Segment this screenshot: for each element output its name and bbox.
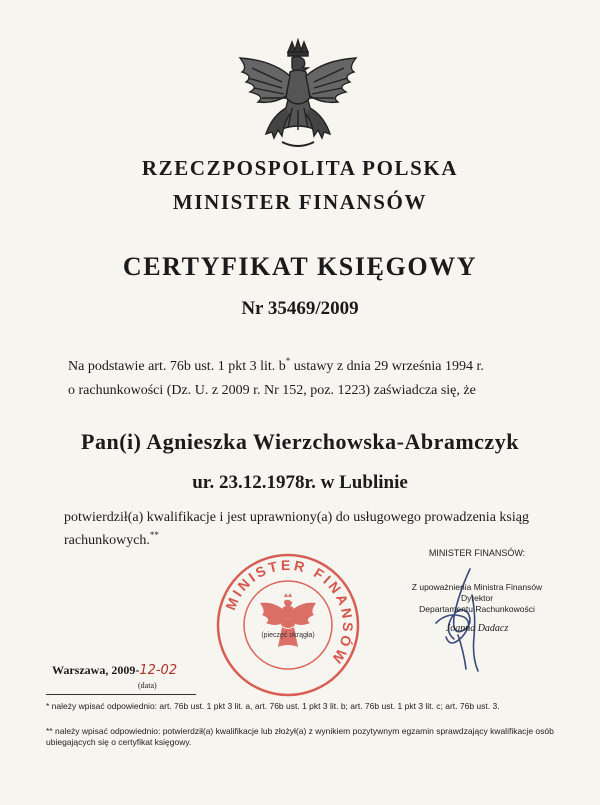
holder-name: Pan(i) Agnieszka Wierzchowska-Abramczyk — [81, 429, 519, 454]
footnote-1: * należy wpisać odpowiednio: art. 76b ust. 1 pkt 3 lit. a, art. 76b ust. 1 pkt 3 lit. b; art. 76b ust. 1 pkt 3 lit. c; art. 76b ust. 3. — [46, 701, 500, 711]
confirmation-line-2 — [64, 530, 548, 549]
polish-eagle-emblem — [232, 38, 364, 156]
footnote-marker-double: ** — [149, 530, 159, 540]
footnote-marker: * — [285, 356, 291, 366]
issue-place-date — [52, 663, 177, 678]
signature-ministry: MINISTER FINANSÓW: — [428, 548, 526, 558]
footnote-2: ** należy wpisać odpowiednio: potwierdził(a) kwalifikacje lub złożył(a) z wynikiem pozytywnym egzamin sprawdzający kwalifikacje osób ubiegających się o certyfikat księgowy. — [46, 726, 554, 747]
certificate-number: Nr 35469/2009 — [241, 298, 359, 319]
footnote-divider — [46, 694, 196, 695]
date-caption: (data) — [138, 681, 157, 690]
legal-basis-text-b: ustawy z dnia 29 września 1994 r. — [290, 359, 484, 374]
legal-basis-line-1 — [68, 356, 552, 375]
header-ministry: MINISTER FINANSÓW — [172, 190, 428, 214]
certificate-title: CERTYFIKAT KSIĘGOWY — [122, 252, 478, 281]
signature-position: Dyrektor — [460, 593, 494, 603]
issue-place: Warszawa, 2009- — [52, 663, 140, 677]
legal-basis-line-2: o rachunkowości (Dz. U. z 2009 r. Nr 152, poz. 1223) zaświadcza się, że — [68, 383, 476, 398]
stamp-ring-text: MINISTER FINANSÓW — [222, 556, 357, 669]
header-republic: RZECZPOSPOLITA POLSKA — [141, 156, 459, 180]
signature-block — [392, 548, 562, 634]
confirmation-text: rachunkowych. — [64, 533, 150, 548]
confirmation-line-1: potwierdził(a) kwalifikacje i jest uprawniony(a) do usługowego prowadzenia ksiąg — [64, 510, 529, 525]
signature-authorization: Z upoważnienia Ministra Finansów — [411, 582, 543, 592]
handwritten-date: 12-02 — [139, 663, 178, 678]
official-round-stamp — [214, 551, 362, 699]
signer-name: Joanna Dadacz — [445, 623, 509, 634]
holder-birth: ur. 23.12.1978r. w Lublinie — [192, 472, 408, 493]
legal-basis-text-a: Na podstawie art. 76b ust. 1 pkt 3 lit. b — [68, 359, 286, 374]
stamp-center-label: (pieczęć okrągła) — [261, 632, 315, 639]
signature-department: Departamentu Rachunkowości — [419, 604, 535, 614]
